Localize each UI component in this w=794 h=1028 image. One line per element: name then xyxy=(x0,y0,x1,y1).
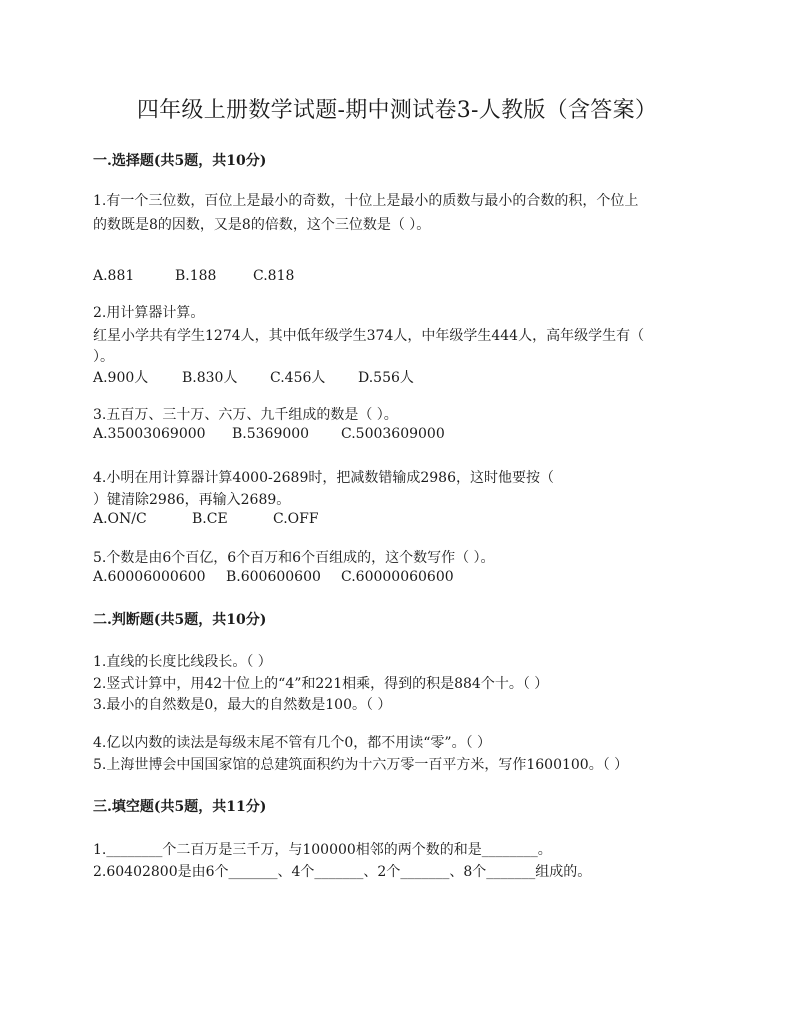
statement-line: 2.竖式计算中，用42十位上的“4”和221相乘，得到的积是884个十。（ ） xyxy=(93,676,549,692)
question-line: 3.五百万、三十万、六万、九千组成的数是（ ）。 xyxy=(93,407,398,423)
question-line: 2.用计算器计算。 xyxy=(93,305,205,321)
options-row xyxy=(93,426,445,442)
statement-line: 1.直线的长度比线段长。（ ） xyxy=(93,654,272,670)
option: C.456人 xyxy=(270,370,326,386)
section-heading-judge: 二.判断题(共5题，共10分) xyxy=(93,612,267,628)
option: B.CE xyxy=(192,511,228,527)
fill-line: 2.60402800是由6个_______、4个_______、2个_______、8个_______组成的。 xyxy=(93,864,592,880)
option: C.OFF xyxy=(273,511,319,527)
option: B.830人 xyxy=(182,370,238,386)
option: B.600600600 xyxy=(226,569,321,585)
option: A.881 xyxy=(93,268,135,284)
page-title: 四年级上册数学试题-期中测试卷3-人教版（含答案） xyxy=(136,98,658,123)
question-line: 的数既是8的因数，又是8的倍数，这个三位数是（ ）。 xyxy=(93,217,431,233)
options-row xyxy=(93,367,414,387)
fill-line: 1.________个二百万是三千万，与100000相邻的两个数的和是________。 xyxy=(93,842,552,858)
option: B.5369000 xyxy=(232,426,310,442)
statement-line: 3.最小的自然数是0，最大的自然数是100。（ ） xyxy=(93,697,392,713)
question-line: 1.有一个三位数，百位上是最小的奇数，十位上是最小的质数与最小的合数的积，个位上 xyxy=(93,193,639,209)
question-line: 红星小学共有学生1274人，其中低年级学生374人，中年级学生444人，高年级学生有（ xyxy=(93,328,645,344)
question-line: ）。 xyxy=(93,349,114,365)
option: C.60000060600 xyxy=(341,569,454,585)
option: A.60006000600 xyxy=(93,569,206,585)
question-line: 4.小明在用计算器计算4000-2689时，把减数错输成2986，这时他要按（ xyxy=(93,470,554,486)
option: C.5003609000 xyxy=(341,426,445,442)
option: A.35003069000 xyxy=(93,426,206,442)
statement-line: 5.上海世博会中国国家馆的总建筑面积约为十六万零一百平方米，写作1600100。（ ） xyxy=(93,757,629,773)
question-line: 5.个数是由6个百亿，6个百万和6个百组成的，这个数写作（ ）。 xyxy=(93,550,495,566)
option: D.556人 xyxy=(358,370,414,386)
question-line: ）键清除2986，再输入2689。 xyxy=(93,492,291,508)
options-row xyxy=(93,569,454,585)
option: A.900人 xyxy=(93,370,149,386)
option: C.818 xyxy=(253,268,295,284)
options-row xyxy=(93,268,294,284)
option: B.188 xyxy=(175,268,217,284)
statement-line: 4.亿以内数的读法是每级末尾不管有几个0，都不用读“零”。（ ） xyxy=(93,735,492,751)
section-heading-fill: 三.填空题(共5题，共11分) xyxy=(93,799,267,815)
section-heading-choice: 一.选择题(共5题，共10分) xyxy=(93,153,267,169)
options-row xyxy=(93,511,319,527)
option: A.ON/C xyxy=(93,511,147,527)
